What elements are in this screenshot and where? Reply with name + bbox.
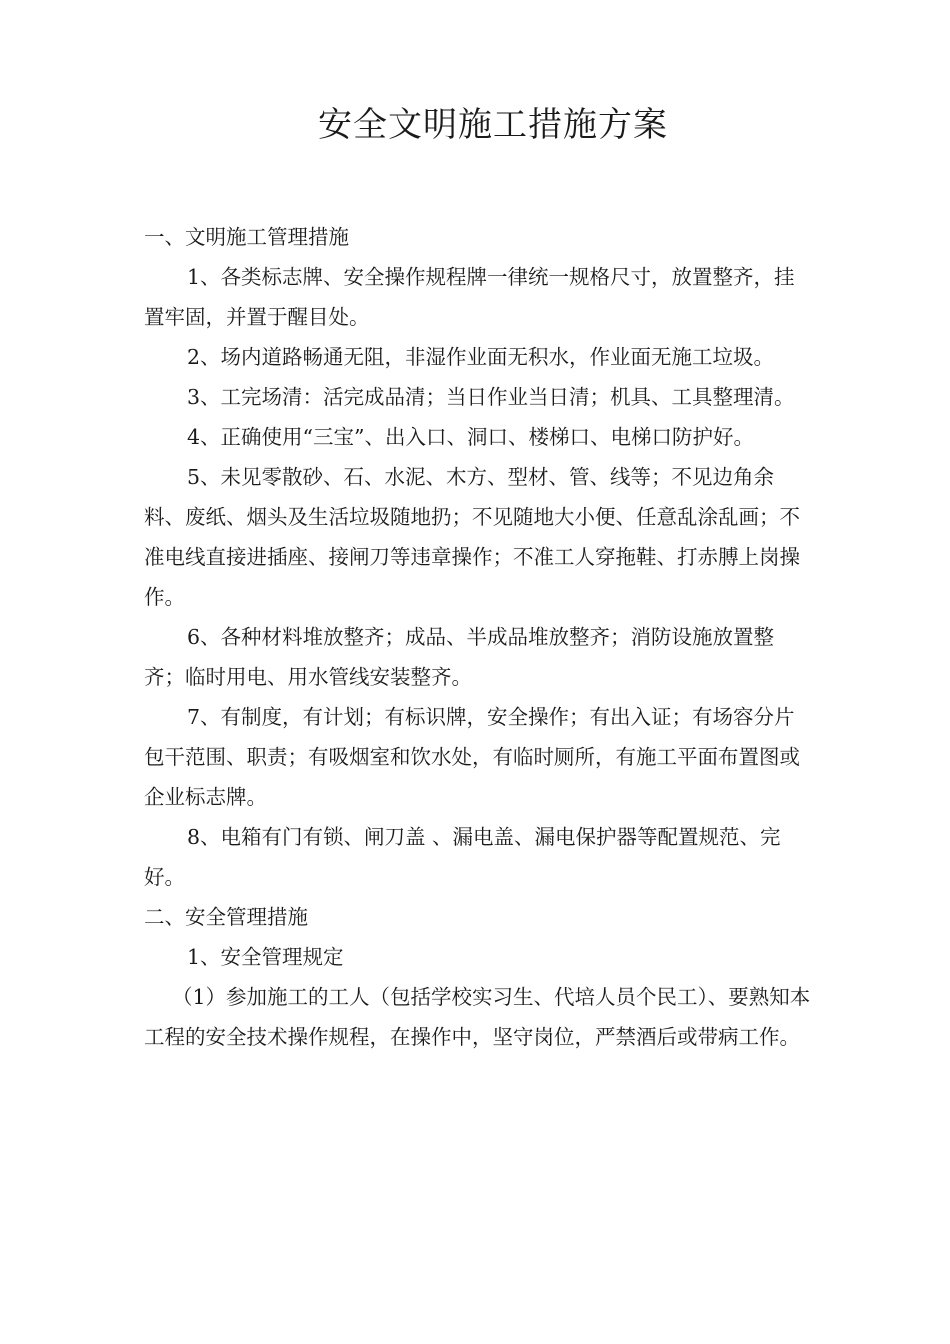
document-title: 安全文明施工措施方案 xyxy=(318,105,668,145)
document-body xyxy=(144,217,812,1057)
paragraph-item-3: 3、工完场清：活完成品清；当日作业当日清；机具、工具整理清。 xyxy=(187,385,795,409)
paragraph-item-6: 6、各种材料堆放整齐；成品、半成品堆放整齐；消防设施放置整齐；临时用电、用水管线安装整齐。 xyxy=(144,625,775,689)
paragraph-item-8: 8、电箱有门有锁、闸刀盖 、漏电盖、漏电保护器等配置规范、完好。 xyxy=(144,825,781,889)
paragraph-item-4: 4、正确使用“三宝”、出入口、洞口、楼梯口、电梯口防护好。 xyxy=(187,425,755,449)
section-heading-safety-management: 二、安全管理措施 xyxy=(144,905,308,929)
paragraph-item-2: 2、场内道路畅通无阻，非湿作业面无积水，作业面无施工垃圾。 xyxy=(187,345,775,369)
subsection-heading-safety-rules: 1、安全管理规定 xyxy=(187,945,344,969)
paragraph-rule-1: （1）参加施工的工人（包括学校实习生、代培人员个民工）、要熟知本工程的安全技术操作规程，在操作中，坚守岗位，严禁酒后或带病工作。 xyxy=(144,985,811,1049)
paragraph-item-7: 7、有制度，有计划；有标识牌，安全操作；有出入证；有场容分片包干范围、职责；有吸烟室和饮水处，有临时厕所，有施工平面布置图或企业标志牌。 xyxy=(144,705,800,809)
paragraph-item-5: 5、未见零散砂、石、水泥、木方、型材、管、线等；不见边角余料、废纸、烟头及生活垃圾随地扔；不见随地大小便、任意乱涂乱画；不准电线直接进插座、接闸刀等违章操作；不准工人穿拖鞋、打赤膊上岗操作。 xyxy=(144,465,800,609)
paragraph-item-1: 1、各类标志牌、安全操作规程牌一律统一规格尺寸，放置整齐，挂 xyxy=(187,265,795,289)
paragraph-item-1-continued: 置牢固，并置于醒目处。 xyxy=(144,305,370,329)
section-heading-civilized-construction: 一、文明施工管理措施 xyxy=(144,225,349,249)
